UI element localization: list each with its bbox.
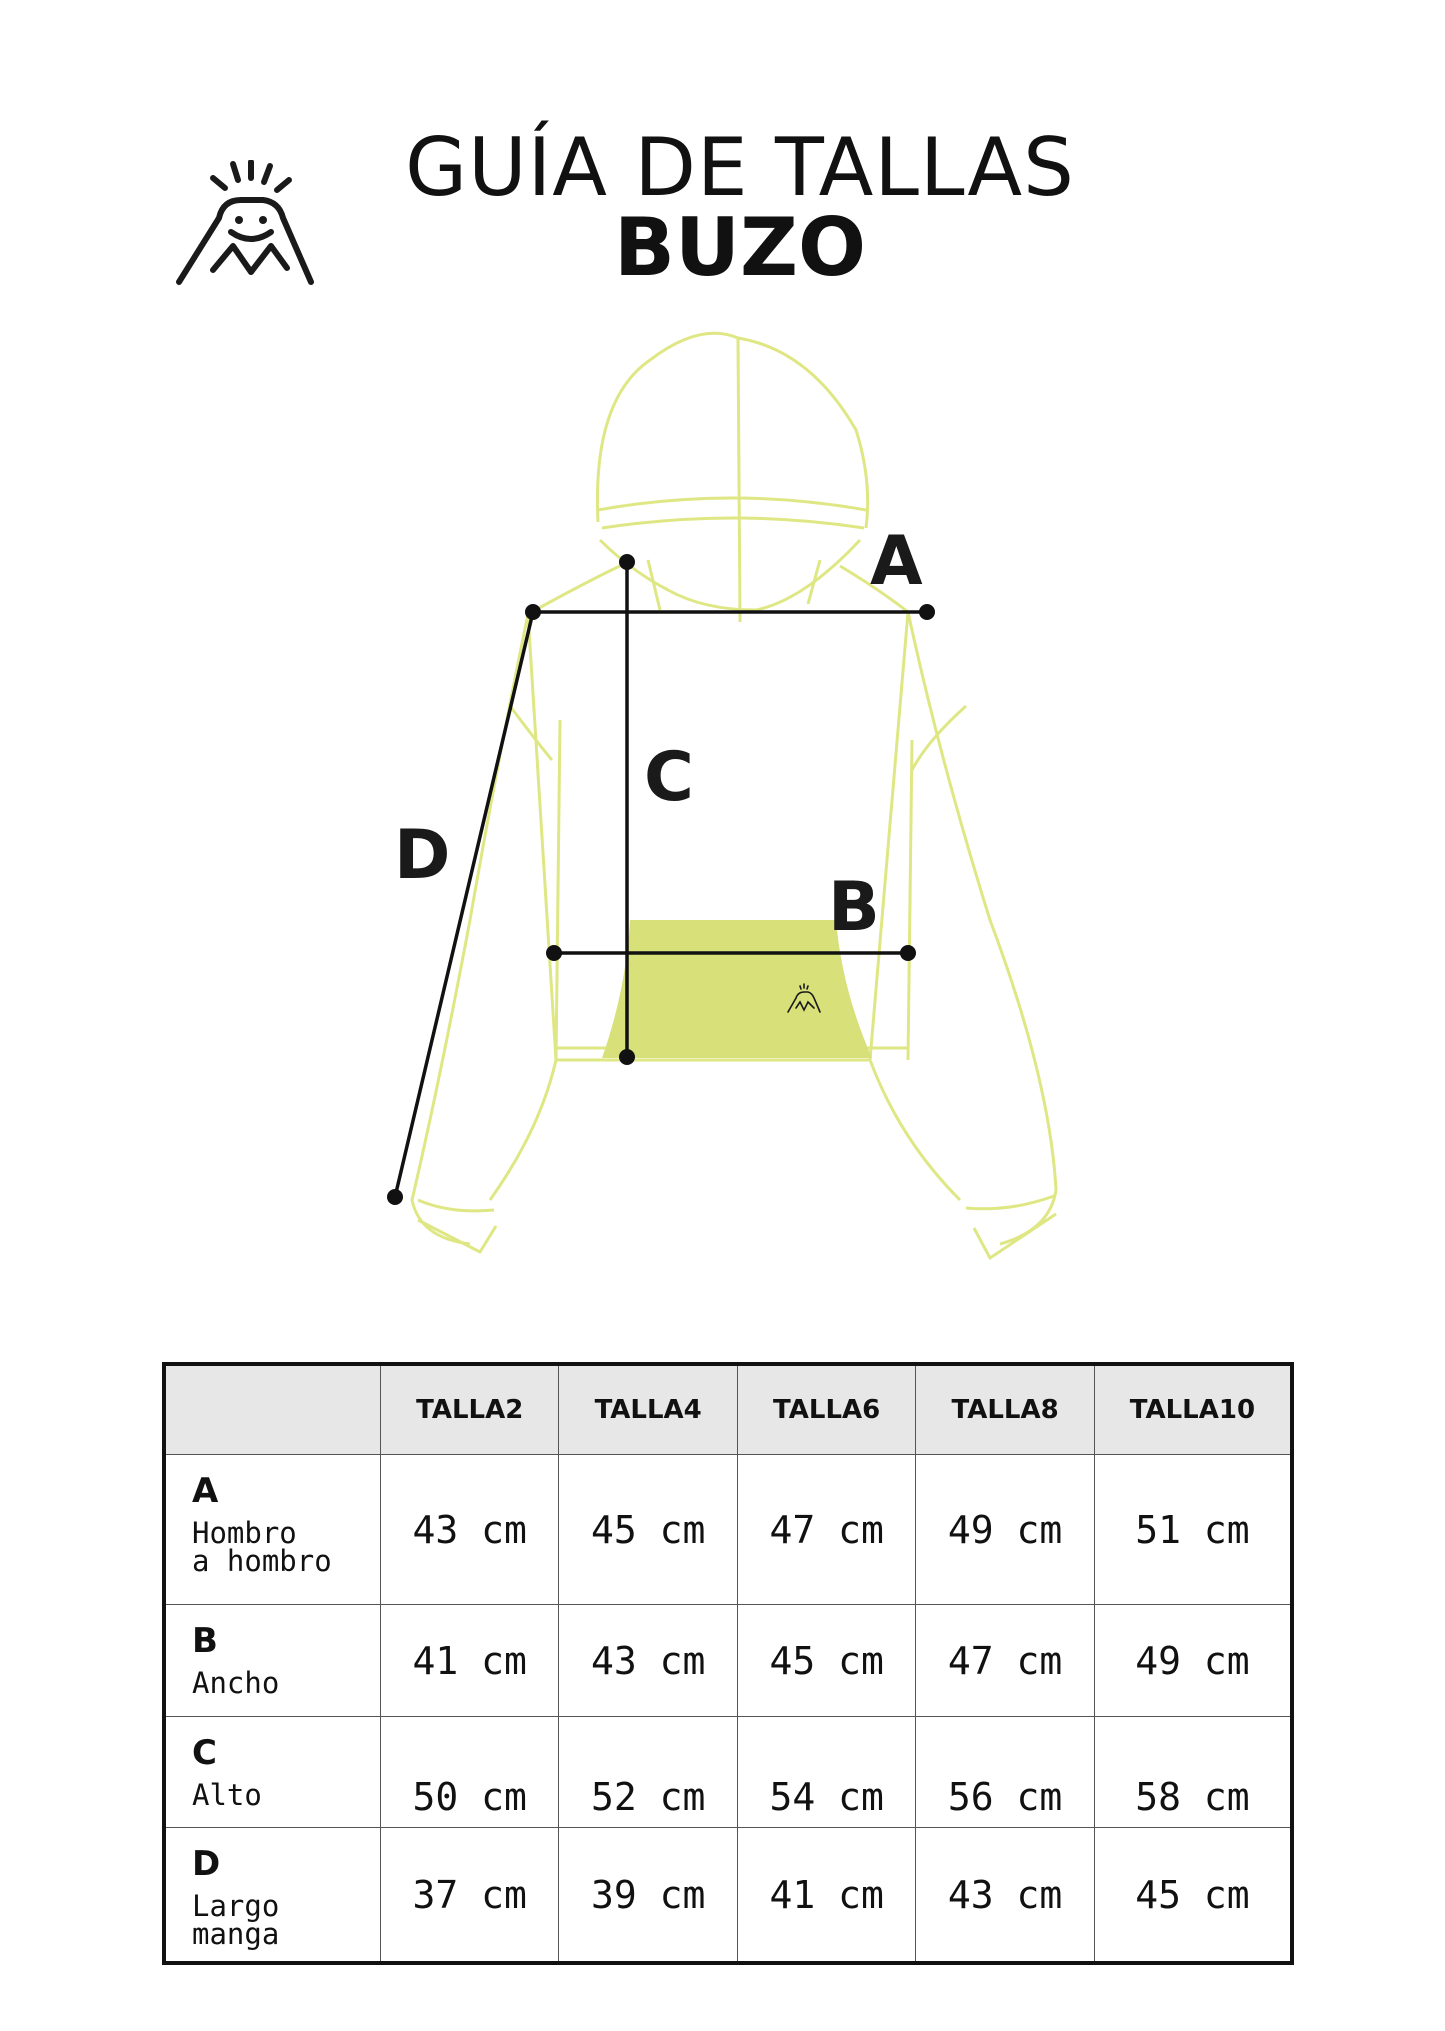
- measure-label-d: D: [394, 816, 451, 895]
- table-cell: 39 cm: [559, 1828, 737, 1963]
- row-measure-name: Ancho: [192, 1666, 280, 1701]
- table-cell: 41 cm: [737, 1828, 915, 1963]
- page-title: GUÍA DE TALLAS: [405, 121, 1075, 214]
- garment-name: BUZO: [614, 201, 866, 294]
- table-cell: 56 cm: [916, 1716, 1094, 1828]
- table-cell: 49 cm: [1094, 1605, 1292, 1717]
- header-corner-cell: [164, 1364, 381, 1455]
- table-cell: 52 cm: [559, 1716, 737, 1828]
- table-row: [164, 1455, 1292, 1605]
- row-header: [164, 1716, 381, 1828]
- hoodie-outline: [412, 333, 1056, 1258]
- table-header-row: [164, 1364, 1292, 1455]
- table-cell: 45 cm: [737, 1605, 915, 1717]
- table-cell: 45 cm: [1094, 1828, 1292, 1963]
- measure-label-c: C: [644, 738, 694, 817]
- table-row: [164, 1605, 1292, 1717]
- table-cell: 43 cm: [559, 1605, 737, 1717]
- row-header: [164, 1828, 381, 1963]
- row-letter: B: [192, 1621, 218, 1662]
- table-cell: 37 cm: [381, 1828, 559, 1963]
- row-measure-name: Alto: [192, 1777, 262, 1812]
- row-letter: A: [192, 1471, 219, 1511]
- table-cell: 54 cm: [737, 1716, 915, 1828]
- table-cell: 58 cm: [1094, 1716, 1292, 1828]
- table-cell: 43 cm: [381, 1455, 559, 1605]
- col-header-talla2: TALLA2: [381, 1364, 559, 1455]
- table-row: [164, 1828, 1292, 1963]
- table-cell: 43 cm: [916, 1828, 1094, 1963]
- measure-label-a: A: [870, 522, 923, 601]
- table-cell: 41 cm: [381, 1605, 559, 1717]
- col-header-talla6: TALLA6: [737, 1364, 915, 1455]
- volcano-logo-icon: [175, 160, 315, 290]
- table-cell: 49 cm: [916, 1455, 1094, 1605]
- col-header-talla4: TALLA4: [559, 1364, 737, 1455]
- table-cell: 47 cm: [737, 1455, 915, 1605]
- size-table: [162, 1362, 1294, 1965]
- table-row: [164, 1716, 1292, 1828]
- col-header-talla10: TALLA10: [1094, 1364, 1292, 1455]
- row-measure-name: Largo manga: [192, 1889, 280, 1952]
- table-cell: 50 cm: [381, 1716, 559, 1828]
- row-header: [164, 1455, 381, 1605]
- row-letter: D: [192, 1844, 221, 1885]
- col-header-talla8: TALLA8: [916, 1364, 1094, 1455]
- row-header: [164, 1605, 381, 1717]
- table-cell: 47 cm: [916, 1605, 1094, 1717]
- hoodie-diagram: [0, 320, 1445, 1280]
- measure-label-b: B: [828, 868, 880, 947]
- table-cell: 45 cm: [559, 1455, 737, 1605]
- table-cell: 51 cm: [1094, 1455, 1292, 1605]
- measure-line-d: [395, 612, 533, 1197]
- row-letter: C: [192, 1732, 217, 1773]
- row-measure-name: Hombro a hombro: [192, 1516, 332, 1578]
